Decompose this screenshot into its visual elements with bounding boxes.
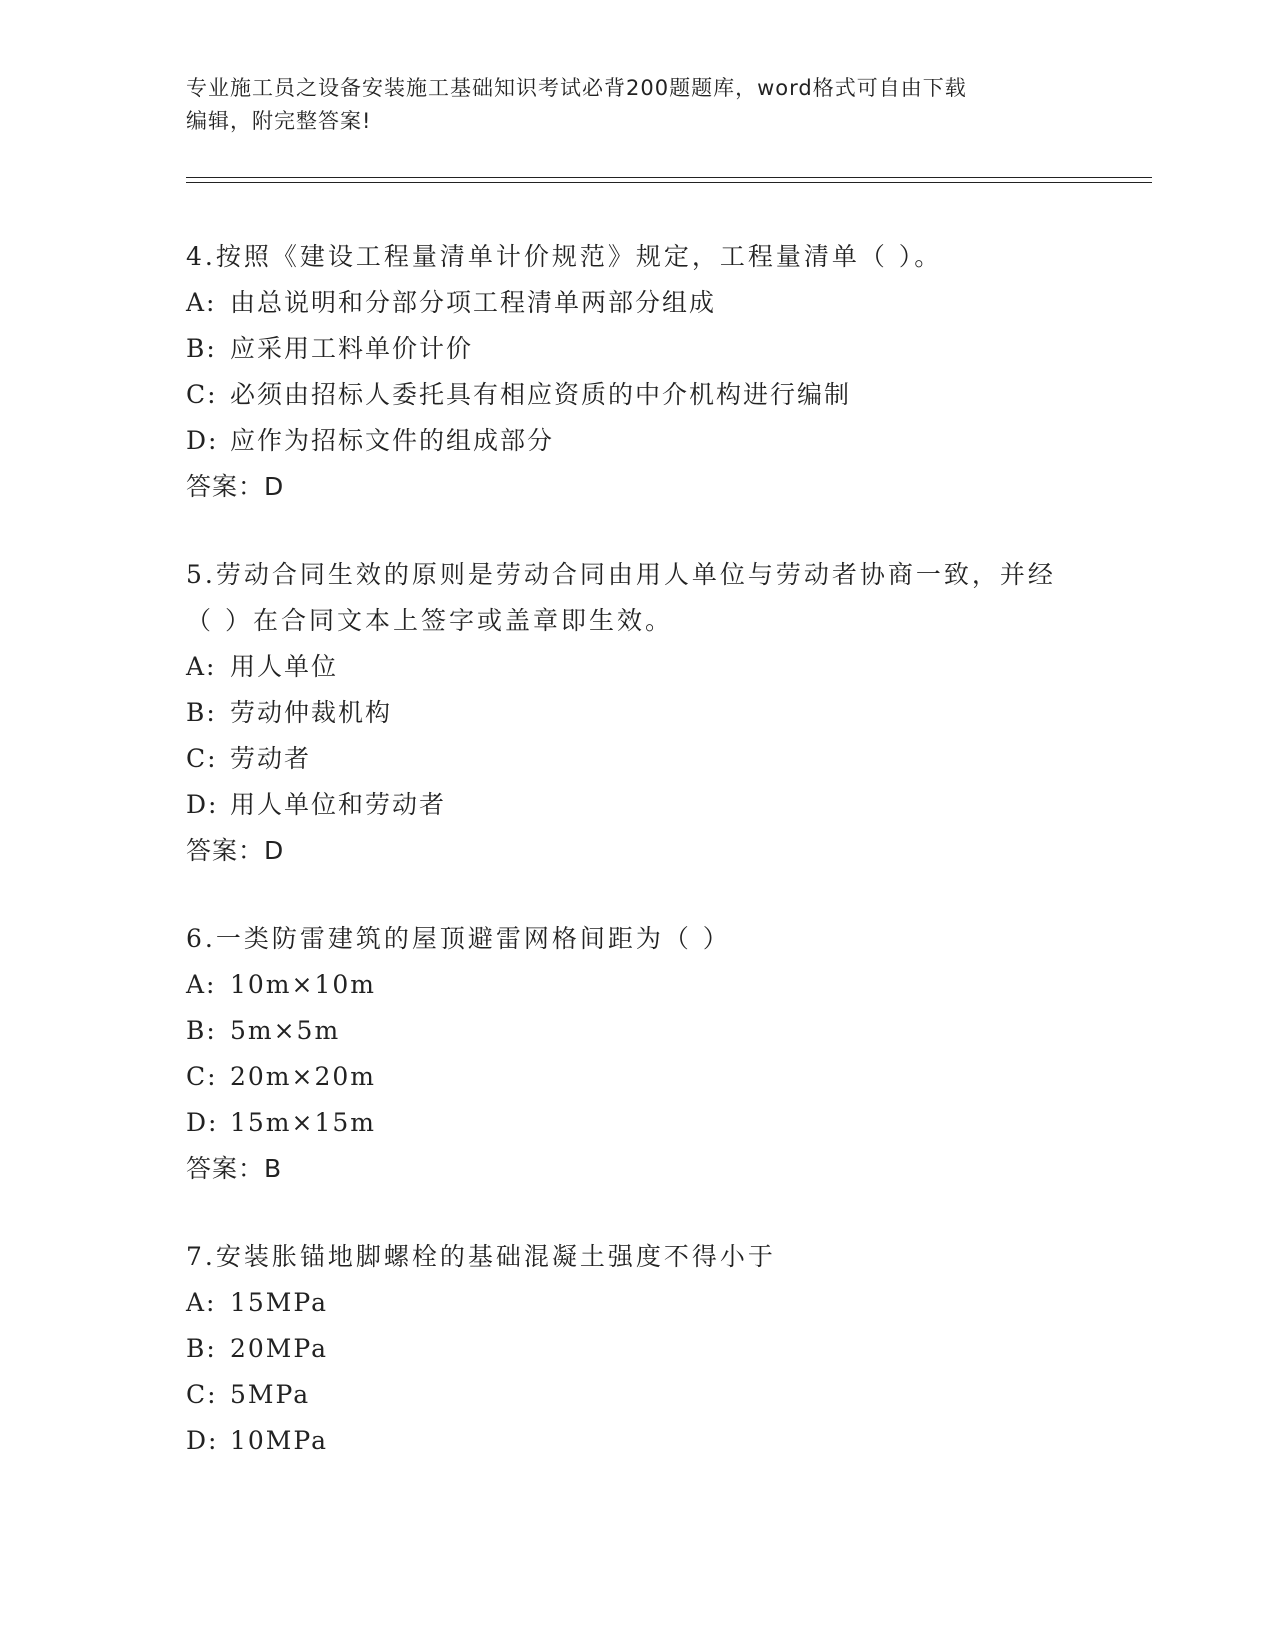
option-a bbox=[186, 644, 1152, 690]
option-text: 20MPa bbox=[230, 1334, 329, 1363]
option-text: 10MPa bbox=[230, 1426, 329, 1455]
option-text: 5m×5m bbox=[230, 1016, 341, 1045]
answer-line: 答案：D bbox=[186, 472, 285, 501]
option-label: D: bbox=[186, 790, 219, 819]
option-label: C: bbox=[186, 1380, 218, 1409]
option-label: C: bbox=[186, 1062, 218, 1091]
option-a bbox=[186, 962, 1152, 1008]
option-text: 15MPa bbox=[230, 1288, 329, 1317]
option-text: 5MPa bbox=[230, 1380, 311, 1409]
option-text: 劳动仲裁机构 bbox=[230, 698, 393, 727]
option-d bbox=[186, 1418, 1152, 1464]
answer-line: 答案：D bbox=[186, 836, 285, 865]
option-a bbox=[186, 280, 1152, 326]
option-label: D: bbox=[186, 1426, 219, 1455]
option-label: B: bbox=[186, 698, 217, 727]
option-label: B: bbox=[186, 1334, 217, 1363]
option-d bbox=[186, 418, 1152, 464]
question-list bbox=[186, 234, 1152, 1506]
option-text: 应采用工料单价计价 bbox=[230, 334, 474, 363]
option-text: 10m×10m bbox=[230, 970, 376, 999]
option-text: 由总说明和分部分项工程清单两部分组成 bbox=[230, 288, 717, 317]
option-label: B: bbox=[186, 334, 217, 363]
question-stem: 4.按照《建设工程量清单计价规范》规定，工程量清单（ ）。 bbox=[186, 242, 943, 271]
question-6 bbox=[186, 916, 1152, 1192]
header-divider-bottom bbox=[186, 182, 1152, 183]
option-d bbox=[186, 782, 1152, 828]
option-text: 15m×15m bbox=[230, 1108, 376, 1137]
header-title-line-1: 专业施工员之设备安装施工基础知识考试必背200题题库，word格式可自由下载 bbox=[186, 76, 967, 100]
option-text: 20m×20m bbox=[230, 1062, 376, 1091]
header-title-line-2: 编辑，附完整答案! bbox=[186, 109, 372, 133]
option-d bbox=[186, 1100, 1152, 1146]
option-label: A: bbox=[186, 288, 217, 317]
option-c bbox=[186, 1372, 1152, 1418]
option-label: C: bbox=[186, 380, 218, 409]
option-label: A: bbox=[186, 970, 217, 999]
question-7 bbox=[186, 1234, 1152, 1464]
option-text: 用人单位和劳动者 bbox=[230, 790, 447, 819]
option-b bbox=[186, 690, 1152, 736]
option-text: 必须由招标人委托具有相应资质的中介机构进行编制 bbox=[230, 380, 852, 409]
option-label: D: bbox=[186, 1108, 219, 1137]
question-stem: 7.安装胀锚地脚螺栓的基础混凝土强度不得小于 bbox=[186, 1242, 776, 1271]
option-b bbox=[186, 1008, 1152, 1054]
option-text: 用人单位 bbox=[230, 652, 339, 681]
option-text: 应作为招标文件的组成部分 bbox=[230, 426, 555, 455]
option-c bbox=[186, 1054, 1152, 1100]
question-4 bbox=[186, 234, 1152, 510]
document-header bbox=[186, 72, 1086, 138]
option-label: A: bbox=[186, 652, 217, 681]
option-text: 劳动者 bbox=[230, 744, 312, 773]
option-a bbox=[186, 1280, 1152, 1326]
option-c bbox=[186, 736, 1152, 782]
question-stem: 6.一类防雷建筑的屋顶避雷网格间距为（ ） bbox=[186, 924, 731, 953]
question-stem: 5.劳动合同生效的原则是劳动合同由用人单位与劳动者协商一致，并经（ ）在合同文本上签字或盖章即生效。 bbox=[186, 560, 1056, 635]
option-label: D: bbox=[186, 426, 219, 455]
question-5 bbox=[186, 552, 1152, 874]
option-c bbox=[186, 372, 1152, 418]
option-b bbox=[186, 1326, 1152, 1372]
option-label: C: bbox=[186, 744, 218, 773]
answer-line: 答案：B bbox=[186, 1154, 283, 1183]
header-divider-top bbox=[186, 177, 1152, 178]
option-label: A: bbox=[186, 1288, 217, 1317]
option-b bbox=[186, 326, 1152, 372]
option-label: B: bbox=[186, 1016, 217, 1045]
